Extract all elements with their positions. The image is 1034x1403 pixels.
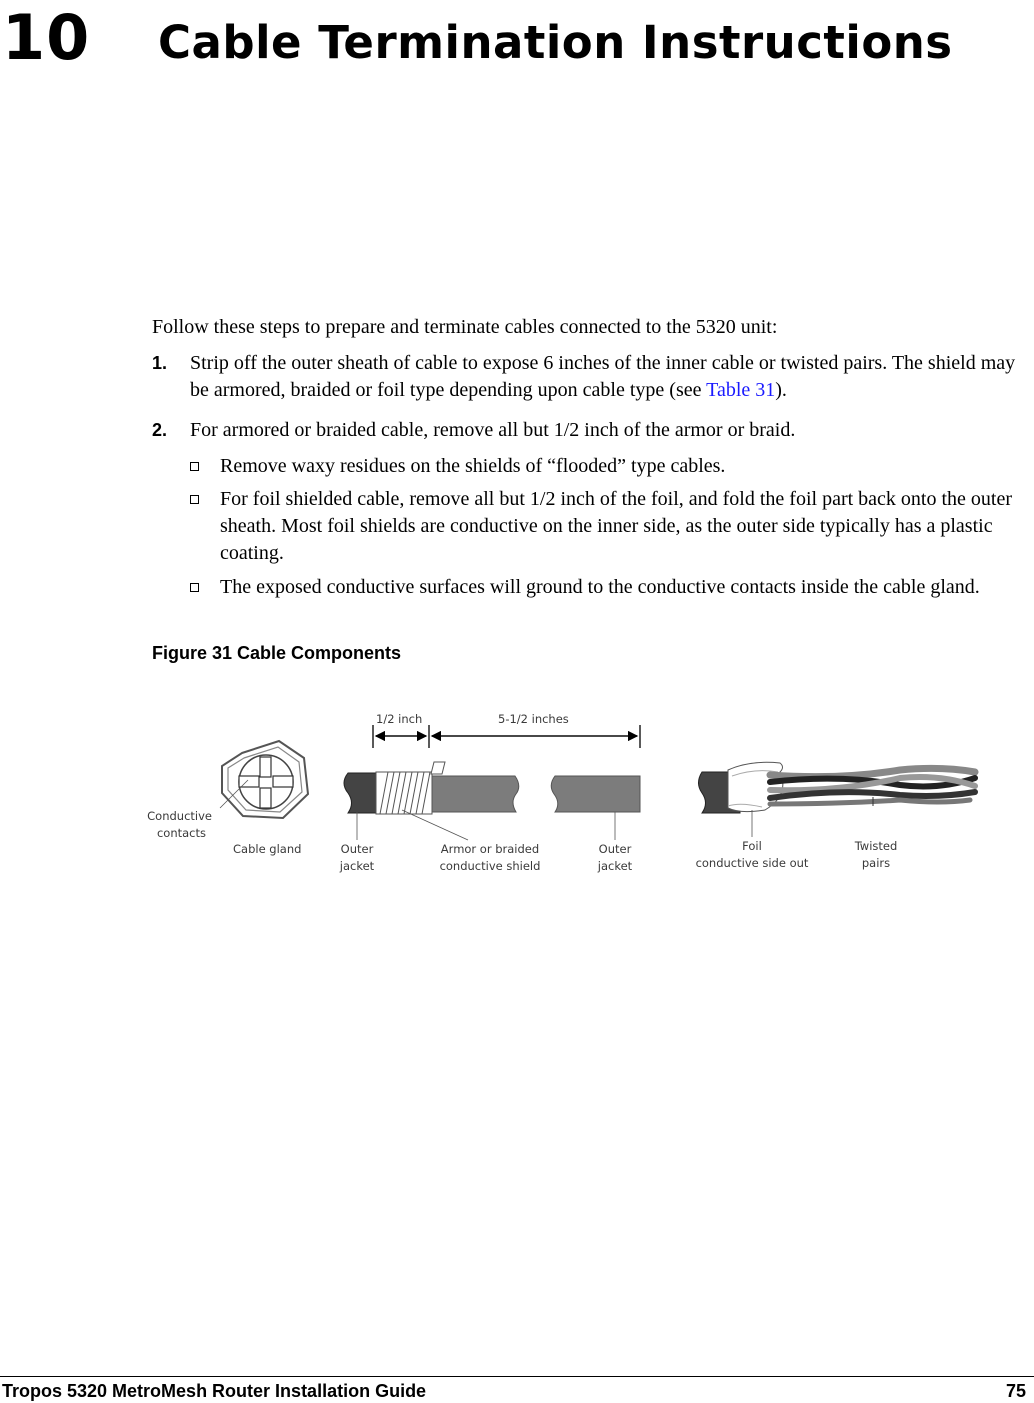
square-bullet-icon <box>190 583 199 592</box>
bullet-item <box>190 486 1032 567</box>
bullet-item <box>190 453 1032 480</box>
step-text: For armored or braided cable, remove all but 1/2 inch of the armor or braid. <box>190 419 796 441</box>
square-bullet-icon <box>190 462 199 471</box>
label-outer-1: Outer <box>340 842 374 856</box>
label-five-half-inches: 5-1/2 inches <box>498 712 569 726</box>
bullet-text: The exposed conductive surfaces will ground to the conductive contacts inside the cable gland. <box>220 576 980 598</box>
label-armor: Armor or braided <box>440 842 540 856</box>
cable-gland-illustration <box>220 741 308 818</box>
outer-jacket-segment <box>551 776 640 812</box>
step-text-part: Strip off the outer sheath of cable to expose 6 inches of the inner cable or twisted pairs. The shield may be armored, braided or foil type depending upon cable type (see <box>190 352 1016 401</box>
step-number: 2. <box>152 420 168 440</box>
step-text-part: ). <box>775 379 787 401</box>
foil-cable-illustration <box>699 762 976 813</box>
label-jacket-2: jacket <box>597 859 633 873</box>
bullet-text: Remove waxy residues on the shields of “flooded” type cables. <box>220 455 726 477</box>
figure-caption: Figure 31 Cable Components <box>152 643 402 663</box>
label-cable-gland: Cable gland <box>233 842 302 856</box>
label-conductive: Conductive <box>147 809 212 823</box>
label-pairs: pairs <box>861 856 891 870</box>
label-outer-2: Outer <box>598 842 632 856</box>
chapter-number: 10 <box>2 1 91 74</box>
chapter-title: Cable Termination Instructions <box>158 16 953 69</box>
square-bullet-icon <box>190 495 199 504</box>
label-twisted: Twisted <box>854 839 898 853</box>
cable-components-figure <box>140 700 980 900</box>
label-foil: Foil <box>742 839 762 853</box>
dimension-arrows <box>373 725 640 748</box>
label-half-inch: 1/2 inch <box>376 712 423 726</box>
bullet-text: For foil shielded cable, remove all but 1/2 inch of the foil, and fold the foil part back onto the outer sheath. Most foil shields are conductive on the inner side, as the outer side typically has a plastic coating. <box>220 488 1013 564</box>
label-foil-side: conductive side out <box>695 856 809 870</box>
footer-title: Tropos 5320 MetroMesh Router Installation Guide <box>2 1381 427 1401</box>
intro-paragraph: Follow these steps to prepare and terminate cables connected to the 5320 unit: <box>152 316 778 338</box>
step-1 <box>152 350 1032 404</box>
step-number: 1. <box>152 353 168 373</box>
label-contacts: contacts <box>156 826 206 840</box>
page-number: 75 <box>1005 1381 1026 1401</box>
step-2 <box>152 417 1032 444</box>
table-31-link[interactable]: Table 31 <box>706 379 776 401</box>
armored-cable-illustration <box>344 762 519 814</box>
bullet-item <box>190 574 1032 601</box>
label-shield: conductive shield <box>439 859 541 873</box>
step-text <box>190 350 1032 404</box>
footer-rule <box>0 1376 1034 1377</box>
label-jacket-1: jacket <box>339 859 375 873</box>
